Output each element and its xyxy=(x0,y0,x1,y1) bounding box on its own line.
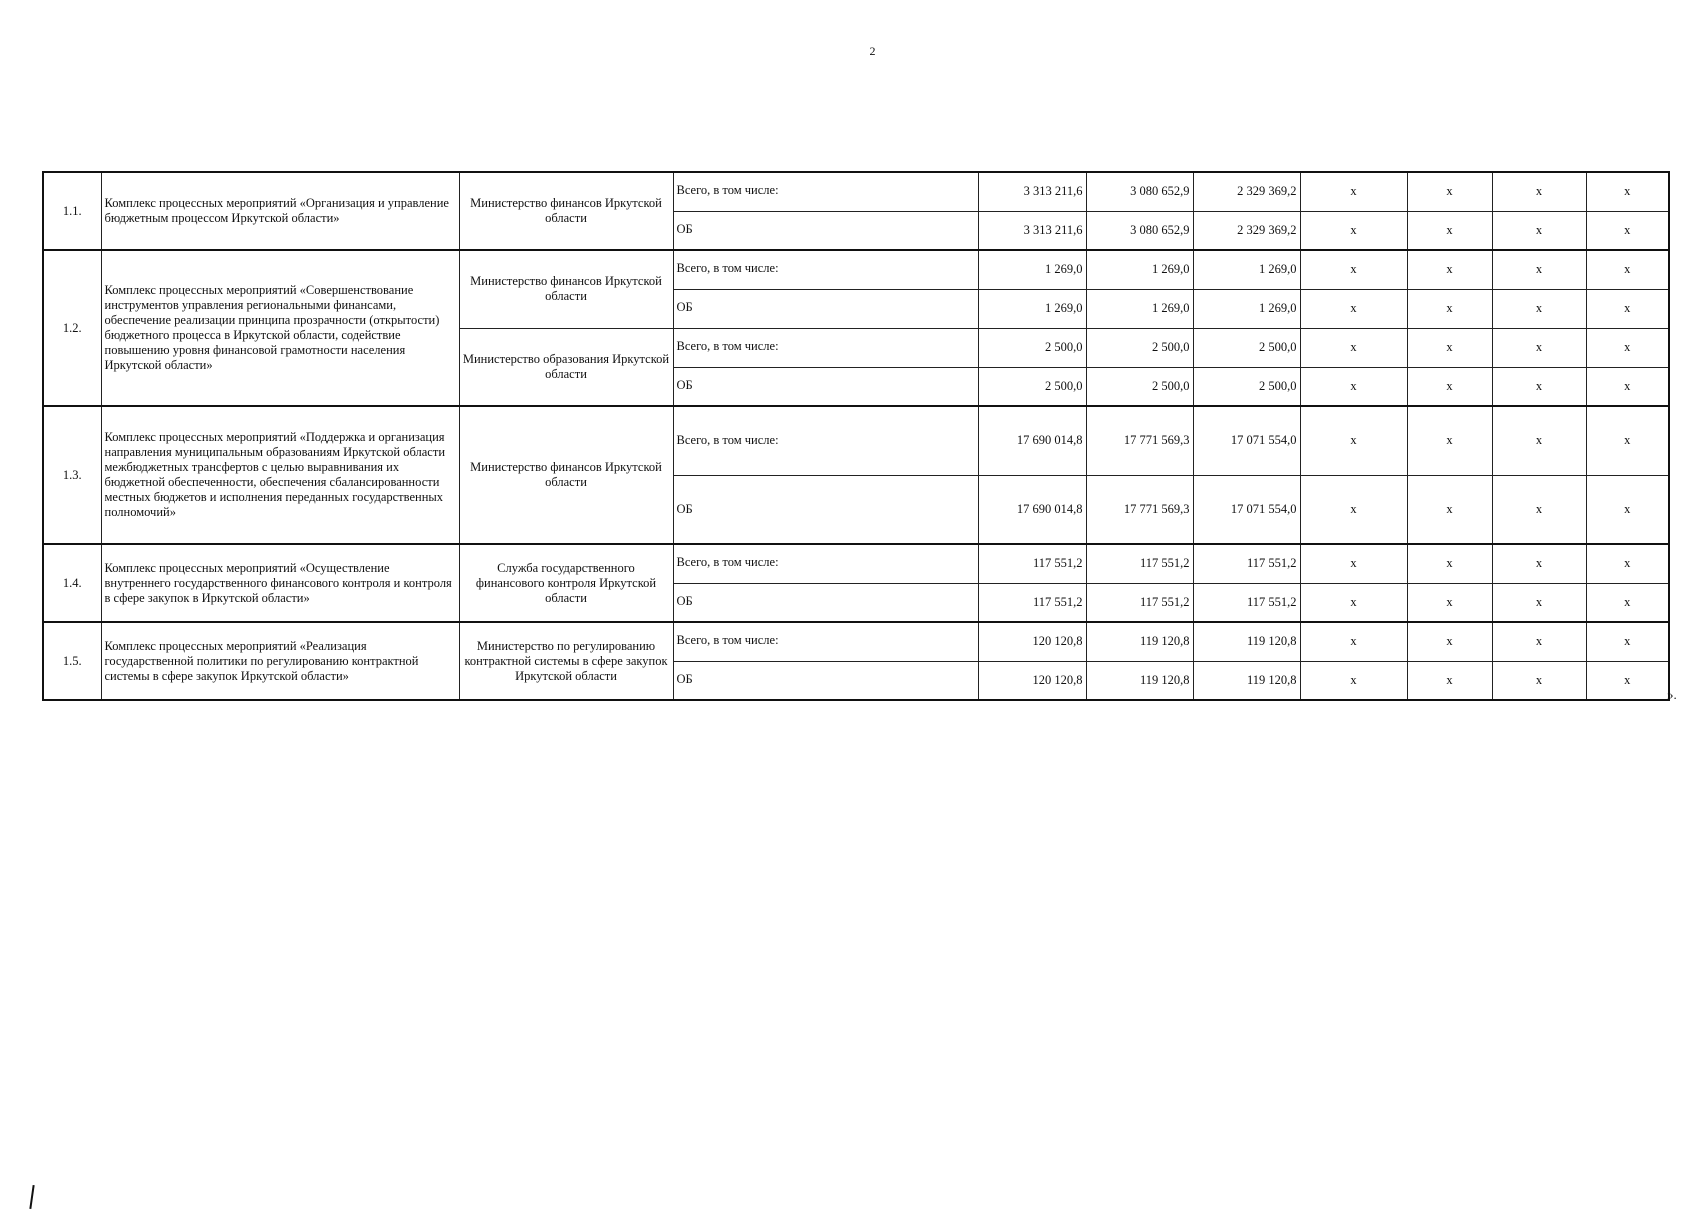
x-cell: x xyxy=(1300,475,1407,544)
executor: Министерство финансов Иркутской области xyxy=(459,406,673,544)
value-cell: 2 329 369,2 xyxy=(1193,172,1300,211)
activity-name: Комплекс процессных мероприятий «Поддержка и организация направления муниципальным образованиям Иркутской области межбюджетных трансфертов с целью выравнивания их бюджетной обеспеченности, обеспечения сбалансированности местных бюджетов и исполнения переданных государственных полномочий» xyxy=(101,406,459,544)
value-cell: 17 690 014,8 xyxy=(978,406,1086,475)
x-cell: x xyxy=(1586,661,1669,700)
executor: Министерство по регулированию контрактной системы в сфере закупок Иркутской области xyxy=(459,622,673,700)
x-cell: x xyxy=(1492,289,1586,328)
x-cell: x xyxy=(1300,544,1407,583)
value-cell: 117 551,2 xyxy=(1193,583,1300,622)
value-cell: 1 269,0 xyxy=(978,289,1086,328)
activity-name: Комплекс процессных мероприятий «Совершенствование инструментов управления региональными финансами, обеспечение реализации принципа прозрачности (открытости) бюджетного процесса в Иркутской области, содействие повышению уровня финансовой грамотности населения Иркутской области» xyxy=(101,250,459,406)
value-cell: 2 500,0 xyxy=(1086,328,1193,367)
value-cell: 3 313 211,6 xyxy=(978,172,1086,211)
x-cell: x xyxy=(1586,250,1669,289)
x-cell: x xyxy=(1492,211,1586,250)
x-cell: x xyxy=(1492,475,1586,544)
value-cell: 1 269,0 xyxy=(1086,289,1193,328)
funding-source: ОБ xyxy=(673,475,978,544)
x-cell: x xyxy=(1300,406,1407,475)
x-cell: x xyxy=(1492,172,1586,211)
x-cell: x xyxy=(1300,211,1407,250)
x-cell: x xyxy=(1492,250,1586,289)
row-number: 1.1. xyxy=(43,172,101,250)
x-cell: x xyxy=(1300,661,1407,700)
table-row xyxy=(43,406,1669,475)
x-cell: x xyxy=(1407,406,1492,475)
value-cell: 3 080 652,9 xyxy=(1086,172,1193,211)
value-cell: 17 690 014,8 xyxy=(978,475,1086,544)
x-cell: x xyxy=(1492,367,1586,406)
value-cell: 2 500,0 xyxy=(1086,367,1193,406)
funding-source: ОБ xyxy=(673,289,978,328)
x-cell: x xyxy=(1300,583,1407,622)
x-cell: x xyxy=(1492,544,1586,583)
funding-source: Всего, в том числе: xyxy=(673,622,978,661)
x-cell: x xyxy=(1586,583,1669,622)
x-cell: x xyxy=(1492,583,1586,622)
value-cell: 117 551,2 xyxy=(978,544,1086,583)
value-cell: 17 771 569,3 xyxy=(1086,475,1193,544)
x-cell: x xyxy=(1407,475,1492,544)
funding-source: Всего, в том числе: xyxy=(673,406,978,475)
x-cell: x xyxy=(1586,406,1669,475)
value-cell: 3 313 211,6 xyxy=(978,211,1086,250)
x-cell: x xyxy=(1300,172,1407,211)
executor: Министерство образования Иркутской области xyxy=(459,328,673,406)
activity-name: Комплекс процессных мероприятий «Реализация государственной политики по регулированию контрактной системы в сфере закупок Иркутской области» xyxy=(101,622,459,700)
x-cell: x xyxy=(1407,328,1492,367)
funding-source: Всего, в том числе: xyxy=(673,544,978,583)
value-cell: 2 500,0 xyxy=(1193,328,1300,367)
value-cell: 117 551,2 xyxy=(1086,583,1193,622)
table-row xyxy=(43,172,1669,211)
value-cell: 1 269,0 xyxy=(1193,289,1300,328)
row-number: 1.4. xyxy=(43,544,101,622)
value-cell: 117 551,2 xyxy=(978,583,1086,622)
budget-table xyxy=(42,171,1670,701)
x-cell: x xyxy=(1586,475,1669,544)
value-cell: 2 500,0 xyxy=(1193,367,1300,406)
x-cell: x xyxy=(1407,367,1492,406)
x-cell: x xyxy=(1300,289,1407,328)
executor: Министерство финансов Иркутской области xyxy=(459,172,673,250)
row-number: 1.5. xyxy=(43,622,101,700)
x-cell: x xyxy=(1492,622,1586,661)
x-cell: x xyxy=(1586,211,1669,250)
x-cell: x xyxy=(1492,406,1586,475)
value-cell: 119 120,8 xyxy=(1193,622,1300,661)
table-row xyxy=(43,622,1669,661)
closing-quote: ». xyxy=(1667,687,1677,702)
value-cell: 117 551,2 xyxy=(1086,544,1193,583)
x-cell: x xyxy=(1407,211,1492,250)
value-cell: 119 120,8 xyxy=(1086,622,1193,661)
executor: Министерство финансов Иркутской области xyxy=(459,250,673,328)
x-cell: x xyxy=(1492,661,1586,700)
value-cell: 2 329 369,2 xyxy=(1193,211,1300,250)
table-row xyxy=(43,544,1669,583)
row-number: 1.3. xyxy=(43,406,101,544)
value-cell: 2 500,0 xyxy=(978,367,1086,406)
value-cell: 2 500,0 xyxy=(978,328,1086,367)
value-cell: 1 269,0 xyxy=(1193,250,1300,289)
funding-source: ОБ xyxy=(673,583,978,622)
value-cell: 1 269,0 xyxy=(978,250,1086,289)
value-cell: 17 071 554,0 xyxy=(1193,475,1300,544)
margin-mark xyxy=(29,1185,34,1209)
page-number: 2 xyxy=(869,44,876,58)
value-cell: 120 120,8 xyxy=(978,661,1086,700)
x-cell: x xyxy=(1300,250,1407,289)
funding-source: ОБ xyxy=(673,661,978,700)
funding-source: Всего, в том числе: xyxy=(673,250,978,289)
x-cell: x xyxy=(1586,328,1669,367)
value-cell: 3 080 652,9 xyxy=(1086,211,1193,250)
value-cell: 1 269,0 xyxy=(1086,250,1193,289)
funding-source: Всего, в том числе: xyxy=(673,172,978,211)
value-cell: 17 771 569,3 xyxy=(1086,406,1193,475)
executor: Служба государственного финансового контроля Иркутской области xyxy=(459,544,673,622)
x-cell: x xyxy=(1407,661,1492,700)
value-cell: 120 120,8 xyxy=(978,622,1086,661)
x-cell: x xyxy=(1407,172,1492,211)
activity-name: Комплекс процессных мероприятий «Осуществление внутреннего государственного финансового контроля и контроля в сфере закупок в Иркутской области» xyxy=(101,544,459,622)
x-cell: x xyxy=(1492,328,1586,367)
x-cell: x xyxy=(1586,622,1669,661)
activity-name: Комплекс процессных мероприятий «Организация и управление бюджетным процессом Иркутской области» xyxy=(101,172,459,250)
x-cell: x xyxy=(1300,367,1407,406)
value-cell: 117 551,2 xyxy=(1193,544,1300,583)
value-cell: 119 120,8 xyxy=(1086,661,1193,700)
x-cell: x xyxy=(1407,583,1492,622)
x-cell: x xyxy=(1407,622,1492,661)
row-number: 1.2. xyxy=(43,250,101,406)
x-cell: x xyxy=(1407,289,1492,328)
funding-source: ОБ xyxy=(673,367,978,406)
x-cell: x xyxy=(1586,367,1669,406)
x-cell: x xyxy=(1586,544,1669,583)
funding-source: ОБ xyxy=(673,211,978,250)
x-cell: x xyxy=(1586,172,1669,211)
x-cell: x xyxy=(1407,544,1492,583)
x-cell: x xyxy=(1300,328,1407,367)
funding-source: Всего, в том числе: xyxy=(673,328,978,367)
x-cell: x xyxy=(1300,622,1407,661)
table-row xyxy=(43,250,1669,289)
value-cell: 17 071 554,0 xyxy=(1193,406,1300,475)
value-cell: 119 120,8 xyxy=(1193,661,1300,700)
x-cell: x xyxy=(1586,289,1669,328)
x-cell: x xyxy=(1407,250,1492,289)
